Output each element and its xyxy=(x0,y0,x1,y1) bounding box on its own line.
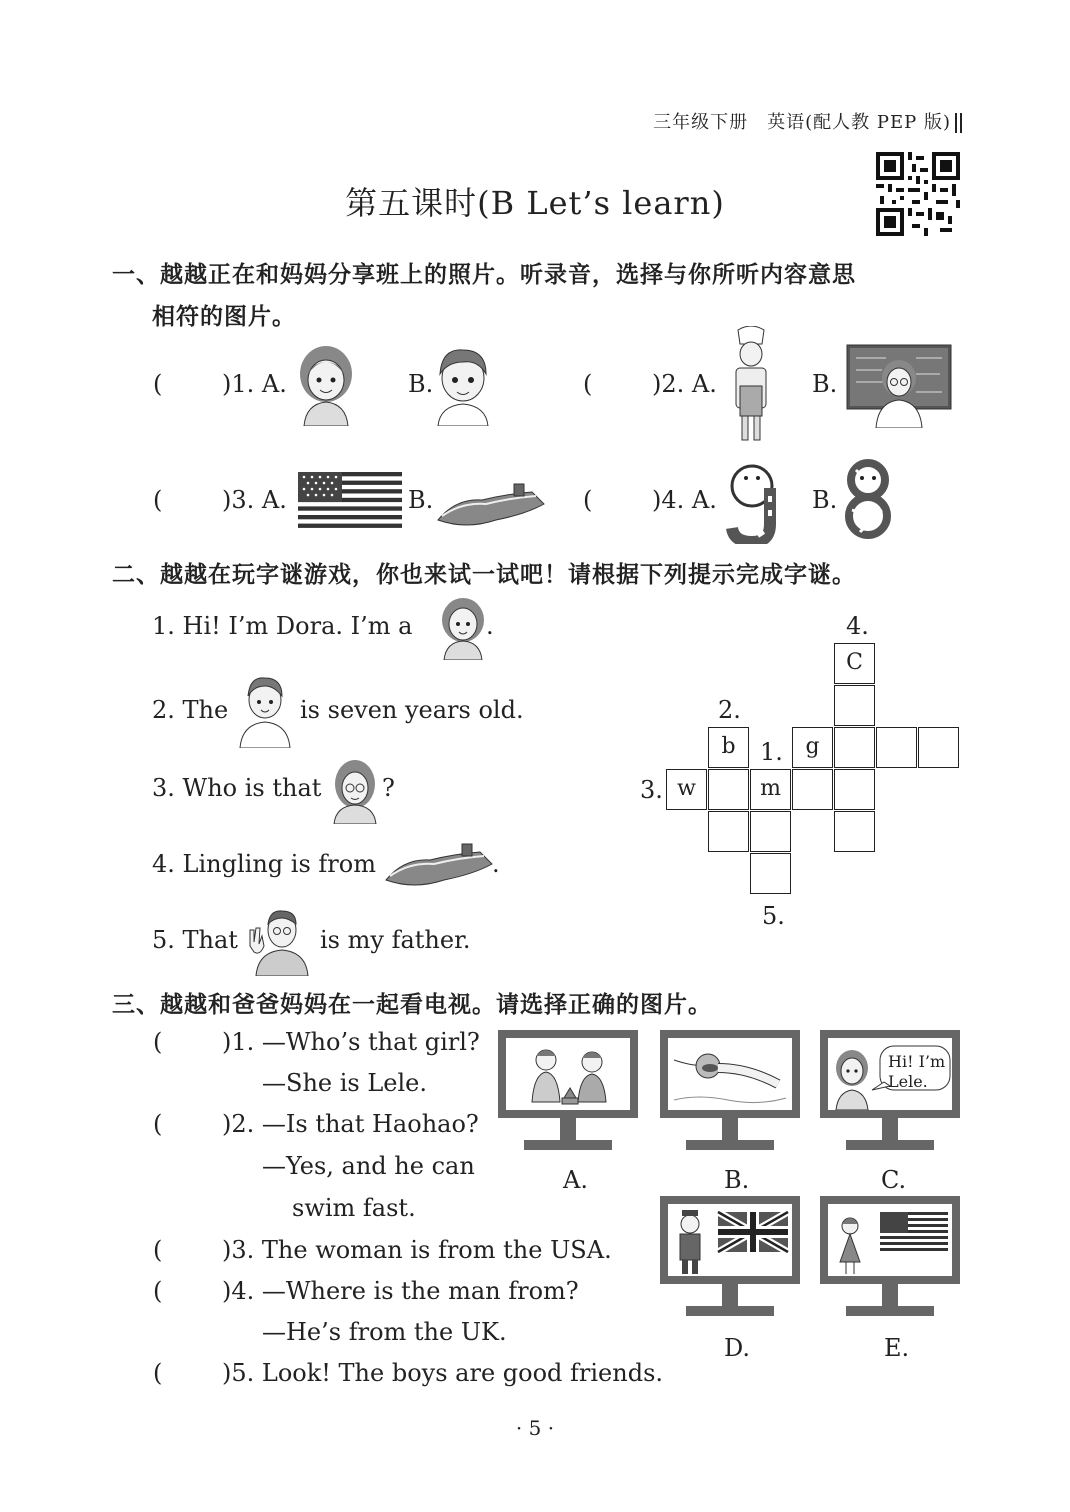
item-4-number: )4. A. xyxy=(652,486,717,514)
boy-picture[interactable] xyxy=(434,342,492,426)
boy-picture xyxy=(236,672,294,748)
teacher-picture xyxy=(330,758,380,824)
clue-2-end: is seven years old. xyxy=(300,696,524,724)
number-nine-picture[interactable] xyxy=(724,462,784,544)
header-bar xyxy=(960,113,962,133)
clue-1-text: 1. Hi! I’m Dora. I’m a xyxy=(152,612,413,640)
crossword-cell[interactable] xyxy=(708,769,749,810)
item-1-number: )1. A. xyxy=(222,370,287,398)
usa-woman-picture xyxy=(828,1204,952,1276)
dialog-1-answer: —She is Lele. xyxy=(262,1069,427,1097)
usa-flag[interactable] xyxy=(298,472,402,528)
crossword-cell[interactable] xyxy=(834,769,875,810)
crossword-cell[interactable] xyxy=(876,727,917,768)
crossword-cell[interactable] xyxy=(708,811,749,852)
header-text: 三年级下册 英语(配人教 PEP 版) xyxy=(653,112,951,133)
answer-paren[interactable]: ( xyxy=(153,1236,163,1264)
clue-4-end: . xyxy=(492,850,500,878)
uk-flag xyxy=(718,1212,788,1252)
clue-3-text: 3. Who is that xyxy=(152,774,322,802)
option-label-a: A. xyxy=(563,1166,588,1194)
clue-2-text: 2. The xyxy=(152,696,229,724)
speech-bubble-line1: Hi! I’m xyxy=(888,1052,946,1071)
dialog-1: )1. —Who’s that girl? xyxy=(222,1028,480,1056)
clue-5-end: is my father. xyxy=(320,926,471,954)
cook-picture[interactable] xyxy=(726,326,776,444)
number-eight-picture[interactable] xyxy=(840,458,896,540)
answer-paren[interactable]: ( xyxy=(153,1277,163,1305)
option-label-c: C. xyxy=(881,1166,907,1194)
option-b-label: B. xyxy=(408,486,434,514)
section3-heading: 三、越越和爸爸妈妈在一起看电视。请选择正确的图片。 xyxy=(112,992,712,1018)
crossword-cell[interactable] xyxy=(750,811,791,852)
answer-paren[interactable]: ( xyxy=(153,1110,163,1138)
great-wall-picture[interactable] xyxy=(436,474,546,530)
option-label-b: B. xyxy=(724,1166,750,1194)
dialog-2-answer-cont: swim fast. xyxy=(292,1194,416,1222)
crossword-cell[interactable] xyxy=(834,685,875,726)
clue-4-text: 4. Lingling is from xyxy=(152,850,376,878)
crossword-number: 5. xyxy=(762,902,785,930)
crossword-number: 2. xyxy=(718,696,741,724)
crossword-number: 1. xyxy=(760,738,783,766)
clue-5-text: 5. That xyxy=(152,926,238,954)
answer-paren[interactable]: ( xyxy=(153,1028,163,1056)
crossword-cell[interactable]: m xyxy=(750,769,791,810)
answer-paren[interactable]: ( xyxy=(583,370,593,398)
teacher-picture[interactable] xyxy=(846,344,952,428)
crossword-cell[interactable]: g xyxy=(792,727,833,768)
item-2-number: )2. A. xyxy=(652,370,717,398)
dialog-2: )2. —Is that Haohao? xyxy=(222,1110,479,1138)
answer-paren[interactable]: ( xyxy=(153,1359,163,1387)
usa-flag xyxy=(880,1212,948,1252)
crossword-number: 3. xyxy=(640,776,663,804)
item-3-number: )3. A. xyxy=(222,486,287,514)
answer-paren[interactable]: ( xyxy=(583,486,593,514)
option-b-label: B. xyxy=(812,370,838,398)
swimmer-picture xyxy=(668,1038,792,1110)
crossword-cell[interactable] xyxy=(792,769,833,810)
page-number: · 5 · xyxy=(515,1416,555,1440)
crossword-cell[interactable]: w xyxy=(666,769,707,810)
option-b-label: B. xyxy=(812,486,838,514)
crossword-cell[interactable] xyxy=(834,727,875,768)
header-bar xyxy=(955,113,957,133)
dialog-4-answer: —He’s from the UK. xyxy=(262,1318,507,1346)
section1-heading-cont: 相符的图片。 xyxy=(152,304,296,330)
great-wall-picture xyxy=(384,834,494,892)
clue-3-end: ? xyxy=(382,774,395,802)
answer-paren[interactable]: ( xyxy=(153,370,163,398)
option-b-label: B. xyxy=(408,370,434,398)
dialog-4: )4. —Where is the man from? xyxy=(222,1277,579,1305)
dialog-2-answer: —Yes, and he can xyxy=(262,1152,475,1180)
crossword-cell[interactable]: b xyxy=(708,727,749,768)
clue-1-end: . xyxy=(486,612,494,640)
crossword-number: 4. xyxy=(846,612,869,640)
book-header xyxy=(653,108,962,134)
answer-paren[interactable]: ( xyxy=(153,486,163,514)
crossword-cell[interactable] xyxy=(918,727,959,768)
uk-man-picture xyxy=(668,1204,792,1276)
crossword-cell[interactable]: C xyxy=(834,643,875,684)
crossword-cell[interactable] xyxy=(834,811,875,852)
boys-playing-picture xyxy=(506,1038,630,1110)
crossword-cell[interactable] xyxy=(750,853,791,894)
statement-5: )5. Look! The boys are good friends. xyxy=(222,1359,664,1387)
statement-3: )3. The woman is from the USA. xyxy=(222,1236,612,1264)
option-label-e: E. xyxy=(884,1334,910,1362)
lesson-title: 第五课时(B Let’s learn) xyxy=(345,184,725,222)
speech-bubble-line2: Lele. xyxy=(888,1072,928,1091)
father-picture xyxy=(246,906,312,976)
option-label-d: D. xyxy=(724,1334,751,1362)
section1-heading: 一、越越正在和妈妈分享班上的照片。听录音，选择与你所听内容意思 xyxy=(112,262,856,288)
girl-picture xyxy=(440,596,486,660)
section2-heading: 二、越越在玩字谜游戏，你也来试一试吧！请根据下列提示完成字谜。 xyxy=(112,562,856,588)
girl-picture[interactable] xyxy=(298,344,354,426)
